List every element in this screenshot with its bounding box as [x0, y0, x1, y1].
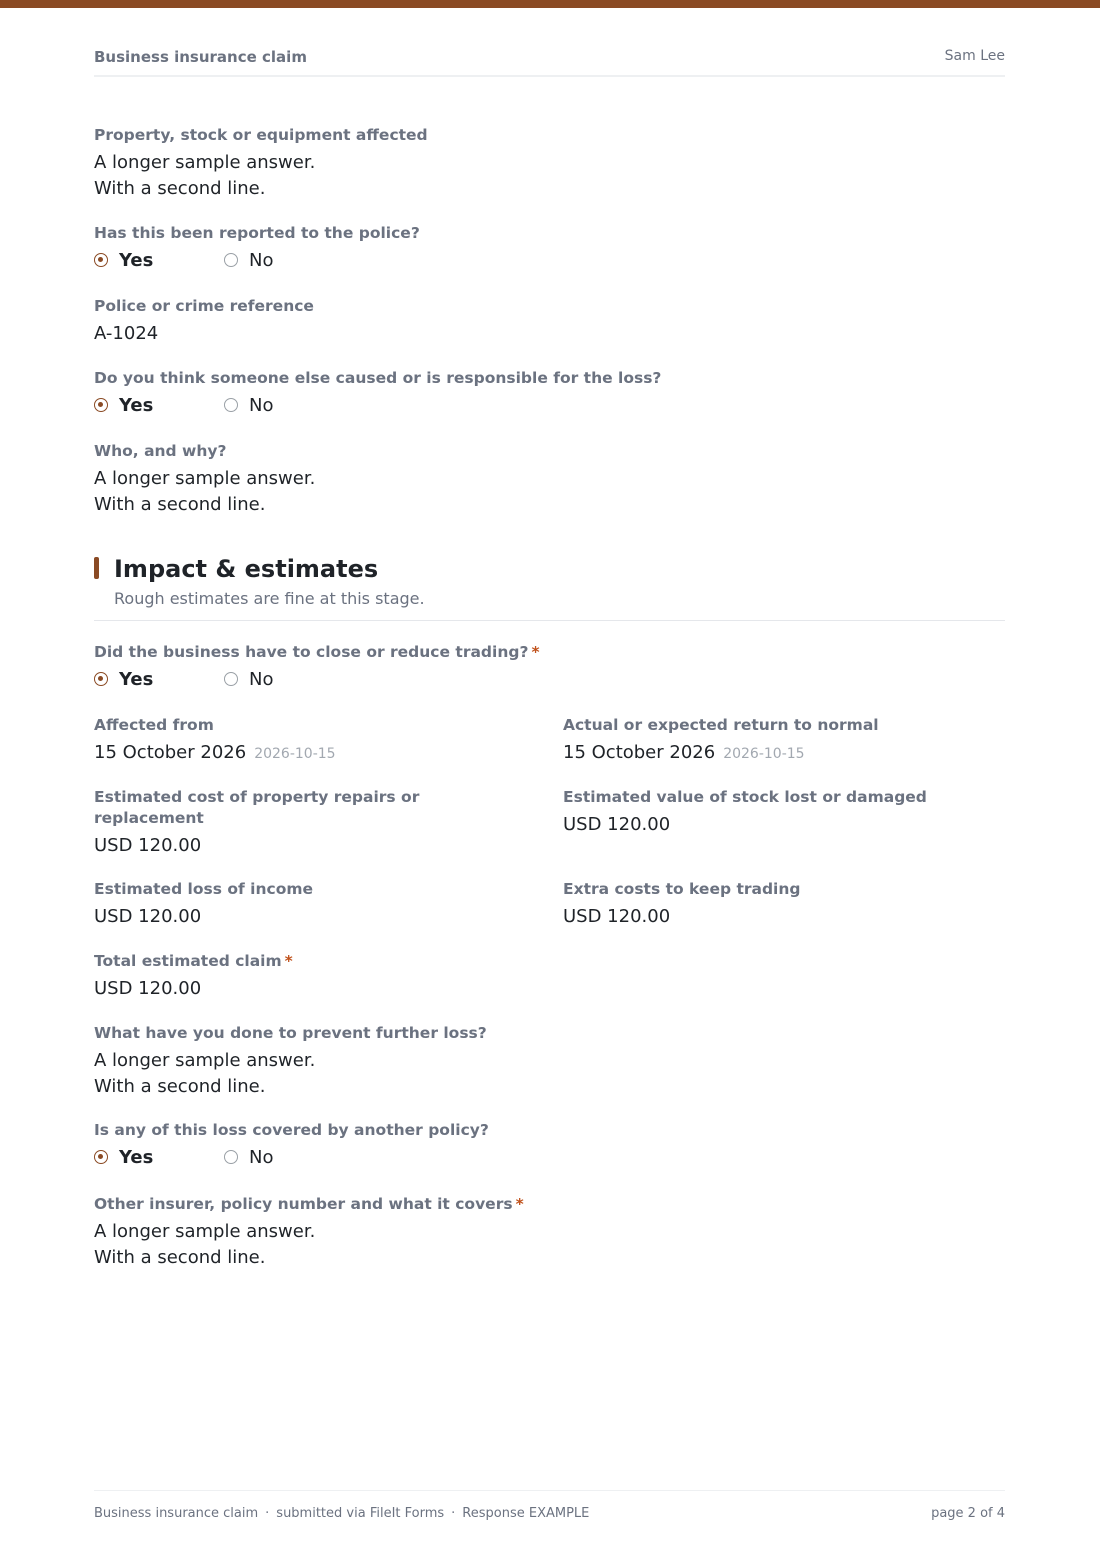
field-answer: A longer sample answer. With a second line. [94, 152, 316, 199]
field-answer: USD 120.00 [94, 978, 202, 999]
field-label-text: Other insurer, policy number and what it covers [94, 1195, 513, 1213]
iso-date: 2026-10-15 [254, 746, 336, 762]
field-label: Actual or expected return to normal [563, 716, 879, 734]
field-label: Extra costs to keep trading [563, 880, 801, 898]
section-subtitle: Rough estimates are fine at this stage. [114, 589, 425, 608]
field-answer: USD 120.00 [563, 814, 671, 835]
field-who-and-why [94, 441, 1005, 518]
field-label: Affected from [94, 716, 214, 734]
field-property-affected [94, 125, 1005, 202]
field-repairs-cost [94, 787, 474, 859]
radio-checked-icon [94, 1150, 108, 1164]
radio-group [94, 1146, 1005, 1168]
field-income-loss [94, 879, 534, 930]
field-label: Estimated value of stock lost or damaged [563, 788, 927, 806]
radio-option-yes[interactable] [94, 395, 224, 416]
field-label [94, 951, 1005, 972]
field-other-insurer [94, 1194, 1005, 1271]
date-value: 15 October 2026 [563, 742, 716, 763]
required-marker: * [284, 952, 293, 970]
radio-unchecked-icon [224, 398, 238, 412]
radio-group [94, 249, 1005, 271]
section-impact-estimates [94, 555, 1005, 621]
radio-label: Yes [119, 394, 154, 416]
radio-checked-icon [94, 253, 108, 267]
radio-unchecked-icon [224, 253, 238, 267]
footer-response: Response EXAMPLE [462, 1506, 590, 1521]
radio-option-yes[interactable] [94, 250, 224, 271]
field-affected-from [94, 715, 534, 767]
radio-unchecked-icon [224, 1150, 238, 1164]
footer-info [94, 1506, 589, 1521]
footer-separator: · [265, 1506, 270, 1521]
radio-label: Yes [119, 1146, 154, 1168]
field-other-policy [94, 1120, 1005, 1168]
field-label-text: Did the business have to close or reduce trading? [94, 643, 529, 661]
footer-submitted: submitted via FileIt Forms [276, 1506, 445, 1521]
field-prevent-loss [94, 1023, 1005, 1100]
field-label: Police or crime reference [94, 297, 314, 315]
field-label [94, 642, 1005, 663]
field-stock-lost [563, 787, 1005, 838]
radio-label: Yes [119, 668, 154, 690]
required-marker: * [515, 1195, 524, 1213]
document-title: Business insurance claim [94, 48, 307, 66]
date-value: 15 October 2026 [94, 742, 247, 763]
radio-option-no[interactable] [224, 395, 273, 416]
field-answer: USD 120.00 [94, 906, 202, 927]
field-answer: A longer sample answer. With a second line. [94, 1221, 316, 1268]
field-someone-responsible [94, 368, 1005, 416]
field-label: Has this been reported to the police? [94, 224, 420, 242]
radio-option-yes[interactable] [94, 1147, 224, 1168]
field-label: Do you think someone else caused or is responsible for the loss? [94, 369, 662, 387]
radio-option-no[interactable] [224, 1147, 273, 1168]
field-police-reference [94, 296, 1005, 347]
page-footer [94, 1490, 1005, 1521]
radio-option-no[interactable] [224, 669, 273, 690]
radio-option-no[interactable] [224, 250, 273, 271]
field-label-text: Total estimated claim [94, 952, 282, 970]
field-answer: A longer sample answer. With a second line. [94, 468, 316, 515]
field-extra-costs [563, 879, 1005, 930]
field-label: Property, stock or equipment affected [94, 126, 428, 144]
radio-unchecked-icon [224, 672, 238, 686]
radio-label: No [249, 394, 274, 416]
iso-date: 2026-10-15 [723, 746, 805, 762]
radio-group [94, 668, 1005, 690]
field-close-trading [94, 642, 1005, 690]
field-answer [94, 740, 534, 767]
footer-separator: · [451, 1506, 456, 1521]
footer-form-name: Business insurance claim [94, 1506, 259, 1521]
top-accent-bar [0, 0, 1100, 8]
field-police-reported [94, 223, 1005, 271]
radio-label: Yes [119, 249, 154, 271]
field-answer: A-1024 [94, 323, 159, 344]
required-marker: * [531, 643, 540, 661]
field-label: Is any of this loss covered by another policy? [94, 1121, 489, 1139]
field-answer: USD 120.00 [94, 835, 202, 856]
section-title: Impact & estimates [114, 555, 379, 583]
radio-group [94, 394, 1005, 416]
field-label [94, 1194, 1005, 1215]
radio-label: No [249, 668, 274, 690]
field-answer: A longer sample answer. With a second line. [94, 1050, 316, 1097]
field-label: What have you done to prevent further loss? [94, 1024, 487, 1042]
radio-option-yes[interactable] [94, 669, 224, 690]
page-header [94, 48, 1005, 77]
radio-label: No [249, 1146, 274, 1168]
field-answer [563, 740, 1005, 767]
field-answer: USD 120.00 [563, 906, 671, 927]
page-number: page 2 of 4 [931, 1506, 1005, 1521]
section-accent-bar [94, 557, 99, 579]
field-label: Who, and why? [94, 442, 227, 460]
radio-checked-icon [94, 398, 108, 412]
field-label: Estimated cost of property repairs or replacement [94, 788, 420, 827]
radio-label: No [249, 249, 274, 271]
field-label: Estimated loss of income [94, 880, 314, 898]
field-return-to-normal [563, 715, 1005, 767]
user-name: Sam Lee [944, 48, 1005, 64]
field-total-claim [94, 951, 1005, 1002]
radio-checked-icon [94, 672, 108, 686]
